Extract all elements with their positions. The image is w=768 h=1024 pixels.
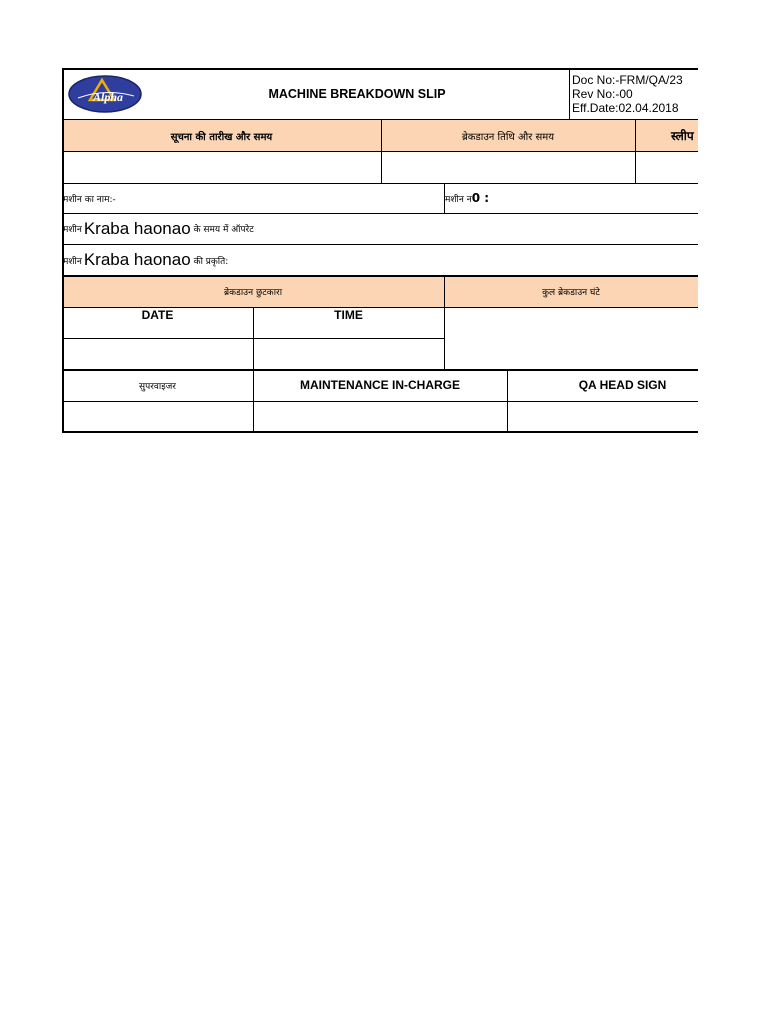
grid-line	[253, 307, 254, 369]
breakdown-resolved-label: ब्रेकडाउन छुटकारा	[223, 288, 283, 298]
grid-line	[62, 244, 698, 245]
grid-line	[62, 151, 698, 152]
grid-line	[62, 68, 64, 433]
grid-line	[62, 275, 698, 277]
notice-date-time-field[interactable]	[62, 151, 381, 183]
breakdown-slip-form	[62, 68, 698, 434]
supervisor-label: सुपरवाइजर	[139, 381, 176, 392]
form-title: MACHINE BREAKDOWN SLIP	[268, 87, 446, 101]
grid-line	[444, 276, 445, 369]
total-hours-field[interactable]	[444, 307, 698, 369]
grid-line	[62, 183, 698, 184]
grid-line	[62, 68, 698, 70]
machine-number-label: मशीन न 0 :	[445, 191, 490, 205]
qa-head-sign-field[interactable]	[507, 401, 698, 432]
grid-line	[253, 369, 254, 432]
grid-line	[62, 369, 698, 371]
slip-label: स्लीप	[671, 129, 694, 143]
slip-number-field[interactable]	[635, 151, 698, 183]
total-breakdown-hours-label: कुल ब्रेकडाउन घंटे	[542, 288, 600, 298]
grid-line	[635, 120, 636, 183]
breakdown-date-time-field[interactable]	[381, 151, 635, 183]
doc-info	[570, 71, 698, 117]
doc-number: Doc No:-FRM/QA/23	[572, 73, 683, 87]
maintenance-in-charge-label: MAINTENANCE IN-CHARGE	[300, 378, 460, 392]
grid-line	[62, 431, 698, 433]
revision-number: Rev No:-00	[572, 87, 633, 101]
qa-head-sign-label: QA HEAD SIGN	[578, 378, 667, 392]
alpha-logo	[68, 74, 142, 114]
date-label: DATE	[141, 308, 174, 322]
effective-date: Eff.Date:02.04.2018	[572, 101, 679, 115]
time-label: TIME	[334, 308, 363, 322]
grid-line	[62, 213, 698, 214]
notice-date-time-label: सूचना की तारीख और समय	[170, 131, 273, 143]
grid-line	[444, 183, 445, 213]
grid-line	[507, 369, 508, 432]
machine-name-label: मशीन का नाम:-	[63, 194, 116, 205]
grid-line	[62, 401, 698, 402]
resolved-time-field[interactable]	[253, 338, 444, 369]
machine-operated-row: मशीन Kraba haonao के समय में ऑपरेट	[63, 218, 254, 238]
grid-line	[569, 68, 570, 120]
grid-line	[62, 307, 698, 308]
maintenance-sign-field[interactable]	[253, 401, 507, 432]
resolved-date-field[interactable]	[62, 338, 253, 369]
grid-line	[381, 120, 382, 183]
breakdown-date-time-label: ब्रेकडाउन तिथि और समय	[461, 131, 555, 143]
supervisor-sign-field[interactable]	[62, 401, 253, 432]
machine-nature-row: मशीन Kraba haonao की प्रकृति:	[63, 250, 229, 269]
grid-line	[62, 119, 698, 120]
logo-text: Alpha	[92, 90, 124, 104]
